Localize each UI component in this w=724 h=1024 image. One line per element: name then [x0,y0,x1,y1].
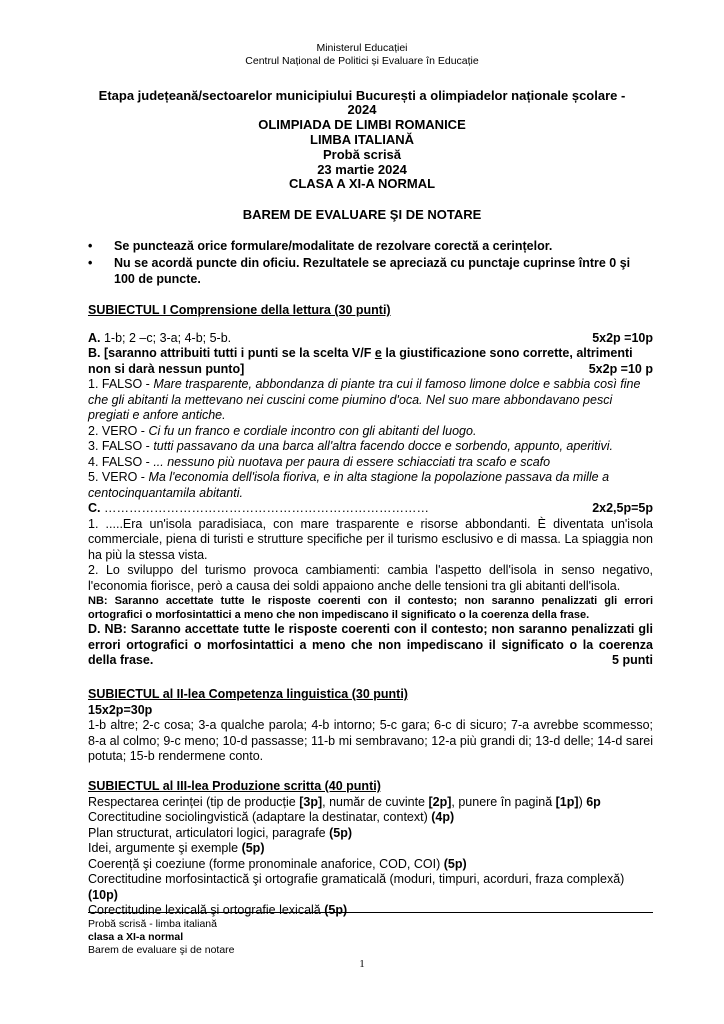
s3-criterion-4 [88,841,653,857]
subject-2-section [88,687,653,765]
footer-line-3: Barem de evaluare şi de notare [88,944,235,956]
s1-part-d [88,622,653,669]
s1-b-score: 5x2p =10 p [588,361,653,376]
footer-line-1: Probă scrisă - limba italiană [88,918,217,930]
title-line-7: CLASA A XI-A NORMAL [288,176,436,191]
subject-3-section [88,779,653,919]
criterion-text: , punere în pagină [451,794,556,809]
criterion-text: ) [578,794,587,809]
subject-1-heading: SUBIECTUL I Comprensione della lettura (30 punti) [88,303,391,317]
s1-a-score: 5x2p =10p [592,330,653,345]
subject-3-heading: SUBIECTUL al III-lea Produzione scritta (40 punti) [88,779,381,793]
criterion-points: [3p] [299,794,323,809]
criterion-text: Idei, argumente şi exemple [88,841,242,855]
criterion-text: Corectitudine lexicală şi ortografie lexicală [88,903,325,917]
bullet-text: Nu se acordă puncte din oficiu. Rezultatele se apreciază cu punctaje cuprinse între 0 şi 100 de puncte. [114,256,631,286]
title-line-5: Probă scrisă [322,147,402,162]
criterion-points: (5p) [443,856,467,871]
criterion-points: [2p] [428,794,452,809]
item-lead: 4. FALSO - [88,454,154,469]
item-lead: 2. VERO - [88,423,149,438]
s1-c-answer-2: 2. Lo sviluppo del turismo provoca cambiamenti: cambia l'aspetto dell'isola in senso negativo, l'economia fiorisce, però a causa dei soldi appaiono anche delle tensioni tra gli abitanti dell'isola. [88,563,653,593]
subject-1-section [88,303,653,669]
criterion-points: 6p [586,794,601,809]
s1-b-and: e [374,346,382,360]
ministry-header: Ministerul Educației [316,42,408,54]
subject-2-heading: SUBIECTUL al II-lea Competenza linguistica (30 punti) [88,687,408,701]
title-line-1: Etapa județeană/sectoarelor municipiului București a olimpiadelor naționale școlare - [98,88,626,103]
s1-c-answer-1: 1. .....Era un'isola paradisiaca, con mare trasparente e risorse abbondanti. È diventata un'isola commerciale, piena di turisti e strutture specifiche per il turismo esclusivo e di massa. La spiaggia non ha più la stessa vista. [88,516,653,562]
bullet-dot: • [88,256,93,270]
item-quote: Ma l'economia dell'isola fioriva, e in alta stagione la popolazione passava da mille a centocinquantamila abitanti. [88,470,610,500]
s1-c-score: 2x2,5p=5p [592,501,653,515]
footer [88,918,653,957]
s1-a-answers: 1-b; 2 –c; 3-a; 4-b; 5-b. [103,330,232,345]
title-line-4: LIMBA ITALIANĂ [310,132,414,147]
s1-b-label: B. [88,346,101,360]
s1-b-item-5 [88,470,653,501]
s1-b-instruction-2: la giustificazione sono corrette, altrimenti non si darà nessun punto] [88,346,633,376]
item-lead: 1. FALSO - [88,377,154,391]
s1-part-c [88,501,653,517]
s3-criterion-7 [88,903,653,919]
criterion-text: Respectarea cerinței (tip de producție [88,794,300,809]
title-line-6: 23 martie 2024 [317,162,407,177]
s1-c-dots: …………………………………………………………………… [103,501,429,515]
bullet-text: Se punctează orice formulare/modalitate de rezolvare corectă a cerințelor. [114,239,553,253]
bullet-dot: • [88,239,93,253]
criterion-points: (5p) [241,841,265,855]
item-lead: 3. FALSO - [88,439,154,453]
s3-criterion-3 [88,826,653,842]
s1-a-label: A. [88,330,101,345]
title-line-2: 2024 [347,102,377,117]
footer-divider [88,912,653,913]
item-quote: Mare trasparente, abbondanza di piante tra cui il famoso limone dolce e sabbia così fine che gli abitanti la mettevano nei cuscini come piumino d'oca. Nel suo mare abbondavano pesci pregiati e anfore antiche. [88,377,641,422]
criterion-text: , număr de cuvinte [322,794,429,809]
criterion-points: (5p) [324,903,348,917]
s1-part-b [88,346,653,377]
s2-answers: 1-b altre; 2-c cosa; 3-a qualche parola; 4-b intorno; 5-c gara; 6-c di sicuro; 7-a avrebbe scommesso; 8-a al colmo; 9-c meno; 10-d passasse; 11-b mi sembravano; 12-a più grandi di; 13-d delle; 14-d sarei potuta; 15-b rendermene conto. [88,718,653,763]
criterion-text: Plan structurat, articulatori logici, paragrafe [88,825,330,840]
criterion-text: Corectitudine morfosintactică şi ortografie gramaticală (moduri, timpuri, acorduri, fraza complexă) [88,872,625,886]
s1-d-note: D. NB: Saranno accettate tutte le risposte coerenti con il contesto; non saranno penalizzati gli errori ortografici o morfosintattici a meno che non impediscano il significato o la coerenza della frase. [88,622,653,667]
item-lead: 5. VERO - [88,470,149,484]
item-quote: tutti passavano da una barca all'altra facendo docce e sorbendo, appunto, aperitivi. [153,439,613,453]
s1-b-instruction: [saranno attribuiti tutti i punti se la scelta V/F [103,346,372,360]
s1-c-label: C. [88,501,101,515]
s1-b-item-1 [88,377,653,424]
criterion-points: (10p) [88,887,118,902]
s3-criterion-5 [88,857,653,873]
s1-b-item-2 [88,424,653,440]
s1-b-item-3 [88,439,653,455]
s3-criterion-6 [88,872,653,903]
criterion-text: Corectitudine sociolingvistică (adaptare la destinatar, context) [88,810,432,824]
criterion-points: [1p] [555,794,579,809]
page-number: 1 [359,958,365,970]
s1-part-a [88,331,653,347]
s1-c-note: NB: Saranno accettate tutte le risposte coerenti con il contesto; non saranno penalizzati gli errori ortografici o morfosintattici a meno che non impediscano il significato o la coerenza della frase. [88,595,653,621]
item-quote: Ci fu un franco e cordiale incontro con gli abitanti del luogo. [148,423,477,438]
criterion-points: (4p) [431,810,455,824]
footer-line-2: clasa a XI-a normal [88,931,184,943]
s1-b-item-4 [88,455,653,471]
s1-d-score: 5 punti [612,653,653,667]
item-quote: ... nessuno più nuotava per paura di essere schiacciati tra scafo e scafo [153,454,551,469]
criterion-text: Coerență şi coeziune (forme pronominale anaforice, COD, COI) [88,856,444,871]
s3-criterion-2 [88,810,653,826]
title-line-3: OLIMPIADA DE LIMBI ROMANICE [258,117,466,132]
s3-criterion-1 [88,795,653,811]
center-header: Centrul Național de Politici și Evaluare în Educație [245,55,479,67]
criterion-points: (5p) [329,825,353,840]
s2-score: 15x2p=30p [88,702,153,717]
barem-title: BAREM DE EVALUARE ŞI DE NOTARE [242,207,482,222]
